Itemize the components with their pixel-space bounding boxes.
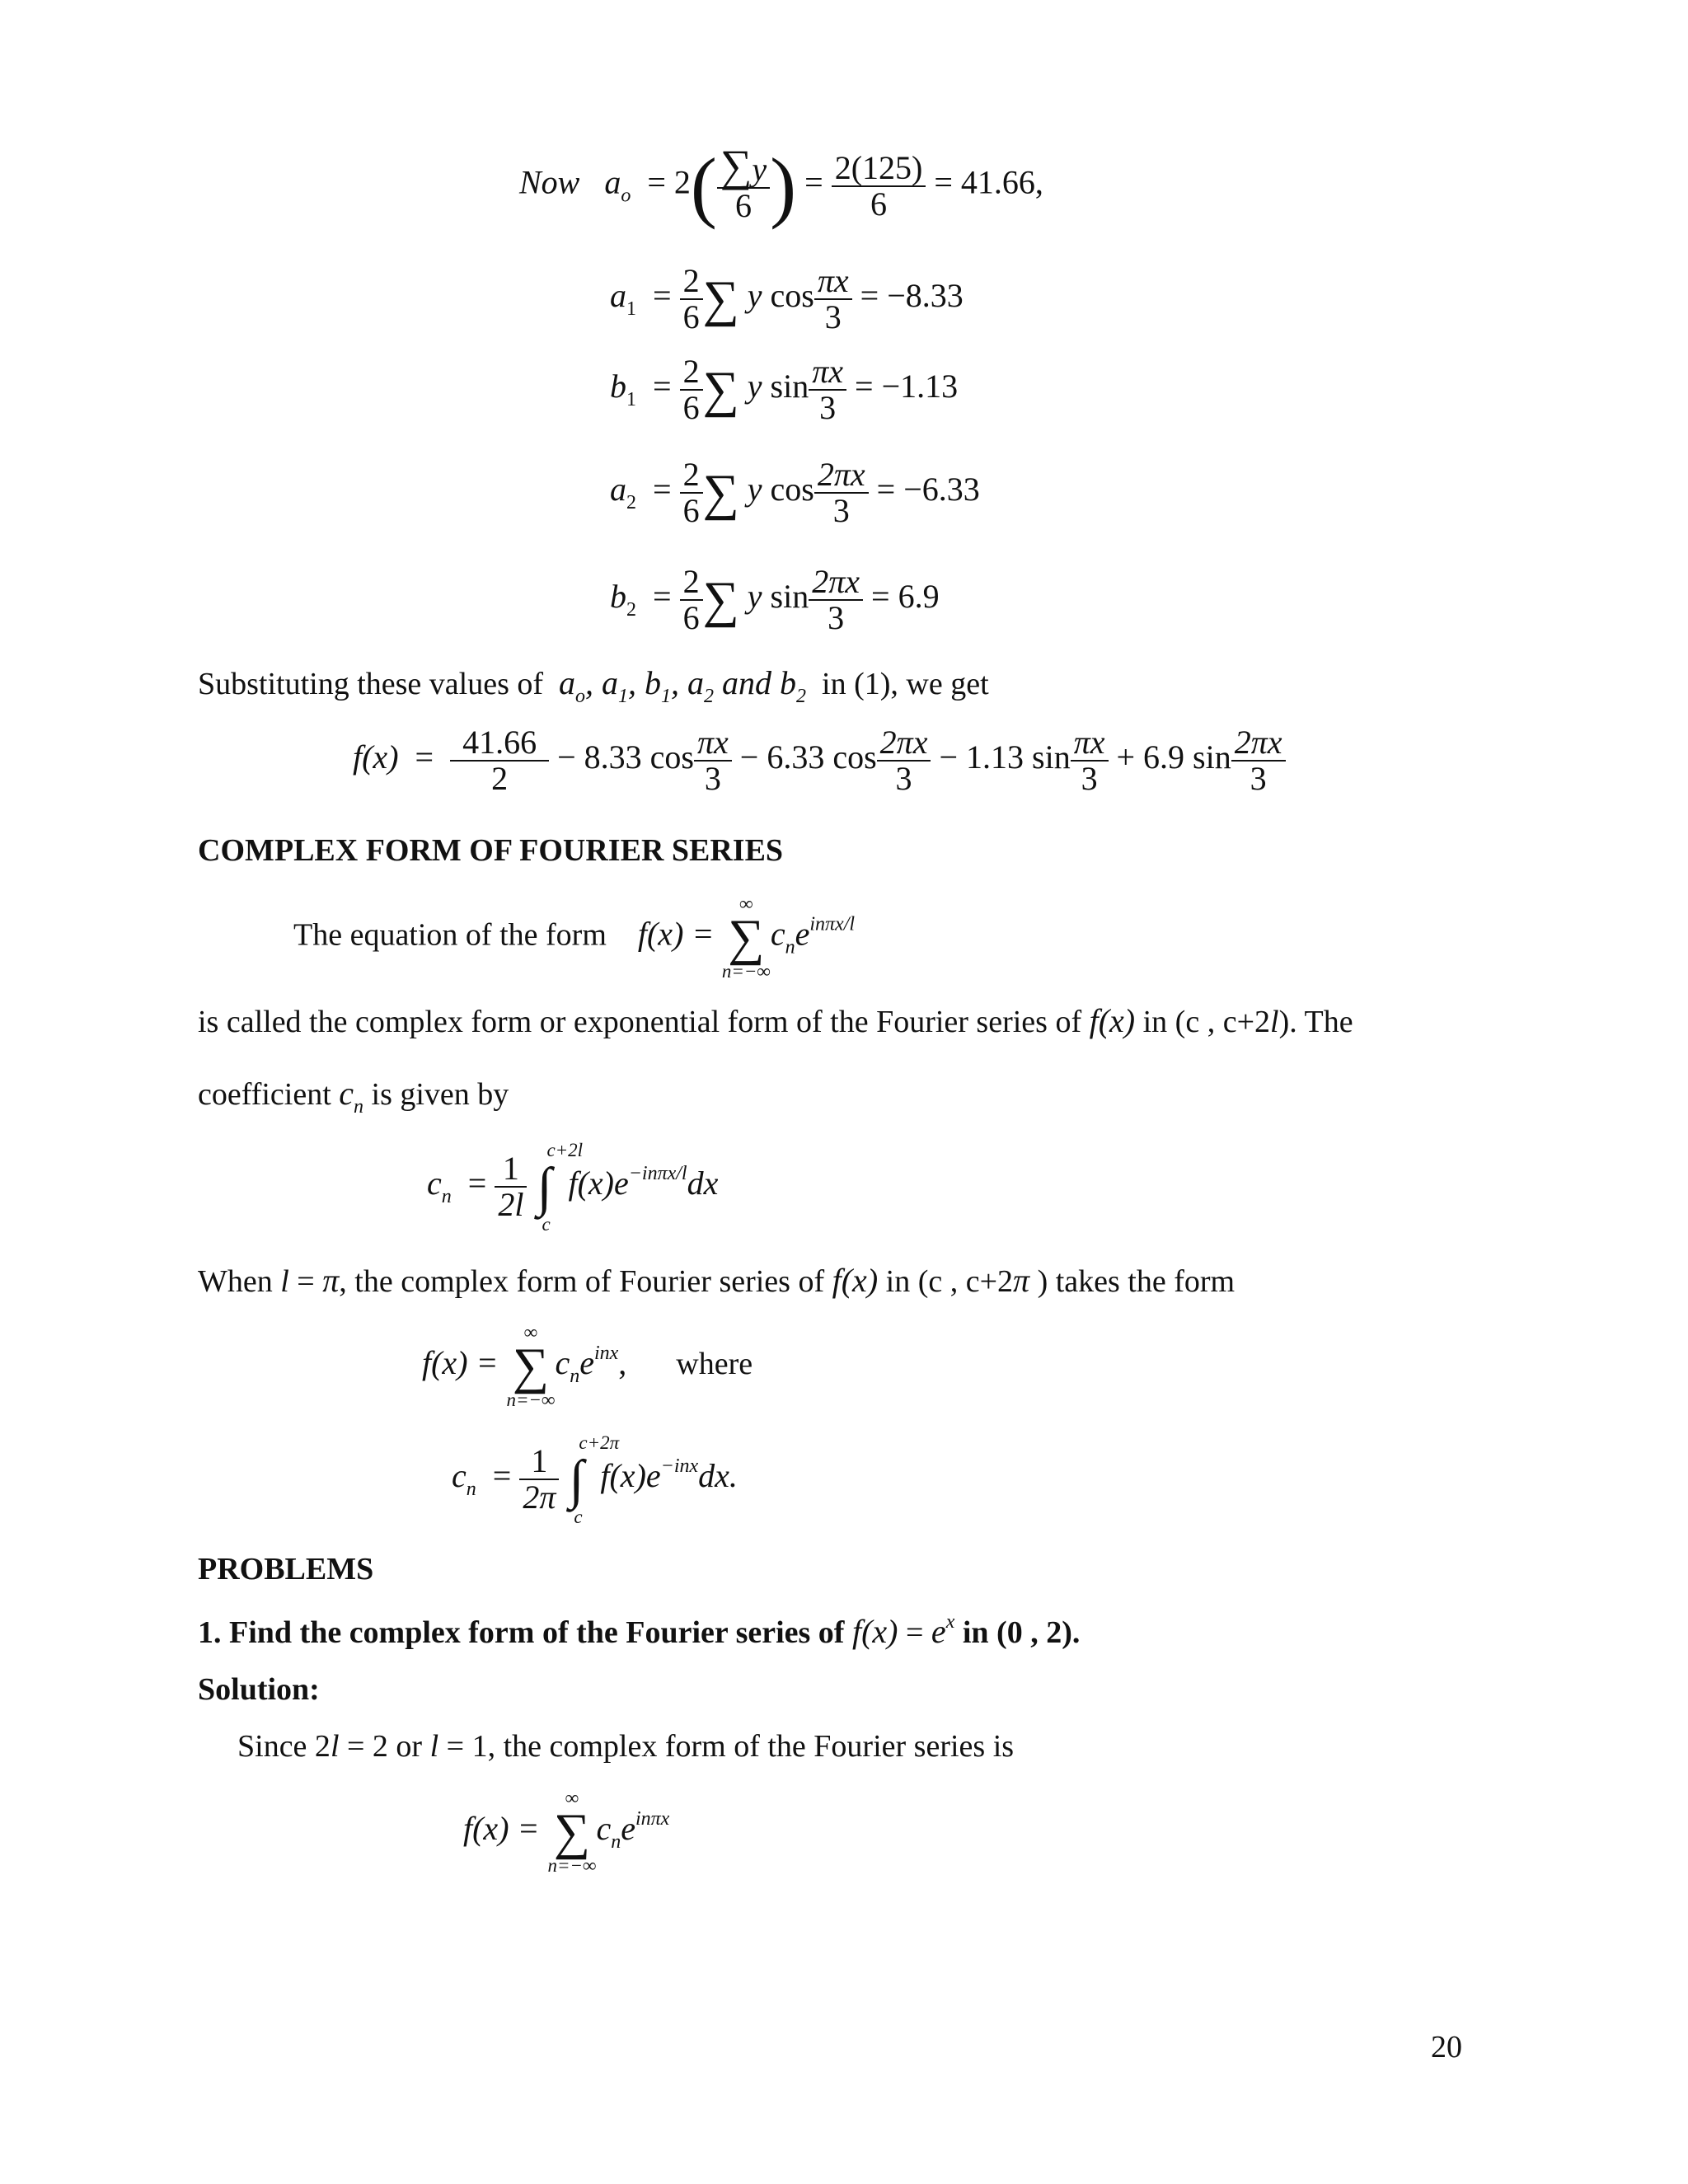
when-line: When l = π, the complex form of Fourier series of f(x) in (c , c+2π ) takes the form <box>198 1262 1236 1299</box>
solution-label: Solution: <box>198 1672 320 1707</box>
eq-b2: $b_2$ = $\frac{2}{6}$ ∑ y sin $\frac{2\pi x}{3}$ = 6.9 <box>610 563 940 636</box>
eq-a0: Now $a_o = 2$( $\frac{\sum y}{6}$ ) = $\frac{2(125)}{6}$ = 41.66, <box>519 141 1043 230</box>
cn-pi: $c_n$ = $\frac{1}{2\pi}$ c+2π ∫ c $f(x)e^{-inx}dx$. <box>452 1432 738 1527</box>
cn-general: $c_n$ = $\frac{1}{2l}$ c+2l ∫ c $f(x)e^{-in\pi x/l}dx$ <box>427 1140 719 1235</box>
complex-form-line: The equation of the form f(x) = ∞ ∑ n=−∞ $c_ne^{in\pi x/l}$ <box>293 893 856 982</box>
complex-form-desc2: coefficient $c_n$ is given by <box>198 1075 509 1118</box>
fx-pi: f(x) = ∞ ∑ n=−∞ $c_ne^{inx}$, where <box>422 1322 753 1410</box>
eq-a2: $a_2$ = $\frac{2}{6}$ ∑ y cos $\frac{2\pi x}{3}$ = −6.33 <box>610 456 980 529</box>
page-number: 20 <box>1431 2030 1462 2064</box>
fx-expansion: f(x) = $\frac{41.66}{2}$ − 8.33 cos $\frac{\pi x}{3}$ − 6.33 cos $\frac{2\pi x}{3}$ − 1.13 sin $\frac{\pi x}{3}$ + 6.9 sin $\frac{2\pi x}{3}$ <box>353 725 1286 796</box>
fx-final: f(x) = ∞ ∑ n=−∞ $c_ne^{in\pi x}$ <box>463 1788 670 1876</box>
now-label: Now <box>519 163 580 201</box>
eq-a1: $a_1$ = $\frac{2}{6}$ ∑ y cos $\frac{\pi x}{3}$ = −8.33 <box>610 262 964 335</box>
problem-1: 1. Find the complex form of the Fourier series of $f(x) = e^x$ in (0 , 2). <box>198 1611 1081 1650</box>
eq-b1: $b_1$ = $\frac{2}{6}$ ∑ y sin $\frac{\pi x}{3}$ = −1.13 <box>610 353 959 426</box>
complex-form-desc1: is called the complex form or exponential form of the Fourier series of f(x) in (c , c+2l). The <box>198 1002 1353 1039</box>
substitution-line: Substituting these values of $a_o$, $a_1$, $b_1$, $a_2$ and $b_2$ in (1), we get <box>198 664 989 707</box>
problems-heading: PROBLEMS <box>198 1552 374 1586</box>
solution-line: Since 2l = 2 or l = 1, the complex form of the Fourier series is <box>237 1729 1015 1764</box>
section-heading: COMPLEX FORM OF FOURIER SERIES <box>198 833 784 868</box>
